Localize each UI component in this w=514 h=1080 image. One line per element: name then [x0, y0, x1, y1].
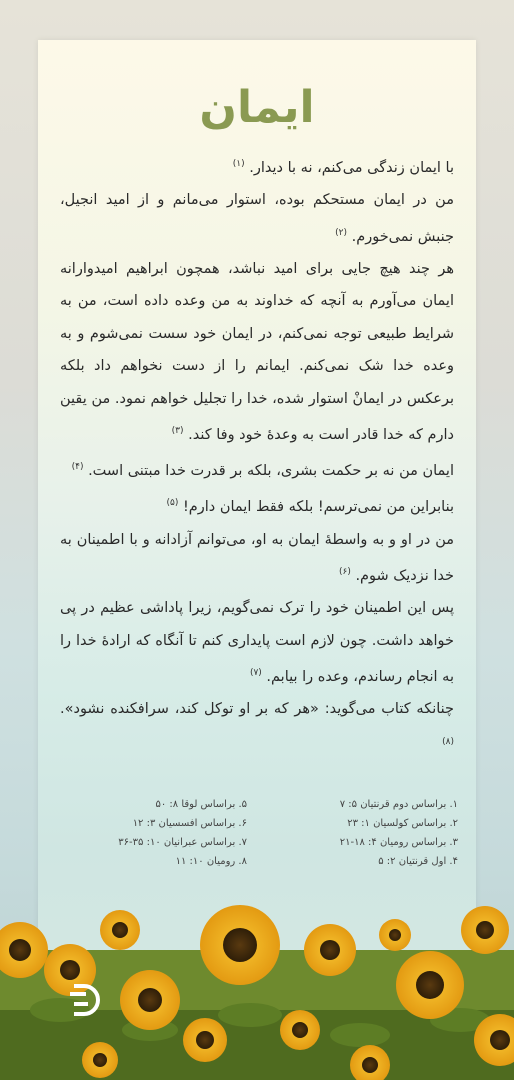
reference-item: ۱. براساس دوم قرنتیان ۵: ۷ [339, 799, 458, 810]
footnote-marker: (۲) [335, 227, 348, 238]
paragraph-8: چنانکه کتاب می‌گوید: «هر که بر او توکل کند، سرافکنده نشود». $^{(۸)}$ [60, 701, 454, 747]
reference-item: ۳. براساس رومیان ۴: ۱۸-۲۱ [339, 837, 458, 848]
footnote-marker: (۶) [338, 567, 351, 578]
declaration-text [60, 148, 454, 762]
reference-item: ۸. رومیان ۱۰: ۱۱ [175, 856, 247, 867]
paragraph-5: بنابراین من نمی‌ترسم! بلکه فقط ایمان دارم! $^{(۵)}$ [166, 498, 454, 516]
footnote-marker: (۵) [166, 498, 179, 509]
reference-item: ۲. براساس کولسیان ۱: ۲۳ [347, 818, 458, 829]
paragraph-6: من در او و به واسطهٔ ایمان به او، می‌توانم آزادانه و با اطمینان به خدا نزدیک شوم. $^{(۶)}$ [60, 531, 454, 584]
footnote-marker: (۸) [442, 736, 454, 747]
footnote-marker: (۱) [232, 159, 245, 169]
reference-item: ۷. براساس عبرانیان ۱۰: ۳۵-۳۶ [118, 837, 247, 848]
paragraph-3: هر چند هیچ جایی برای امید نباشد، همچون ابراهیم امیدوارانه ایمان می‌آورم به آنچه که خداوند به من وعده داده است، من به شرایط طبیعی توجه نمی‌کنم، در ایمان خود سست نمی‌شوم و به وعده خدا شک نمی‌کنم. ایمانم را از دست نخواهم داد بلکه برعکس در ایمانْ استوار شده، خدا را تجلیل خواهم نمود. من یقین دارم که خدا قادر است به وعدهٔ خود وفا کند. $^{(۳)}$ [60, 260, 454, 443]
paragraph-4: ایمان من نه بر حکمت بشری، بلکه بر قدرت خدا مبتنی است. $^{(۴)}$ [71, 462, 454, 479]
paragraph-1: با ایمان زندگی می‌کنم، نه با دیدار. $^{(۱)}$ [232, 159, 454, 176]
footnote-marker: (۷) [249, 668, 262, 679]
reference-item: ۵. براساس لوقا ۸: ۵۰ [155, 799, 247, 810]
publisher-logo-icon [66, 980, 102, 1020]
reference-item: ۶. براساس افسسیان ۳: ۱۲ [132, 818, 247, 829]
footnote-marker: (۳) [171, 425, 184, 436]
paragraph-7: پس این اطمینان خود را ترک نمی‌گویم، زیرا پاداشی عظیم در پی خواهد داشت. چون لازم است پایداری کنم تا آنگاه که ارادهٔ خدا را به انجام رساندم، وعده را بیابم. $^{(۷)}$ [60, 600, 454, 685]
footnote-marker: (۴) [71, 462, 84, 473]
references-list [56, 795, 458, 871]
page-title: ایمان [199, 82, 315, 133]
reference-item: ۴. اول قرنتیان ۲: ۵ [378, 856, 458, 867]
paragraph-2: من در ایمان مستحکم بوده، استوار می‌مانم و از امید انجیل، جنبش نمی‌خورم. $^{(۲)}$ [60, 192, 454, 245]
